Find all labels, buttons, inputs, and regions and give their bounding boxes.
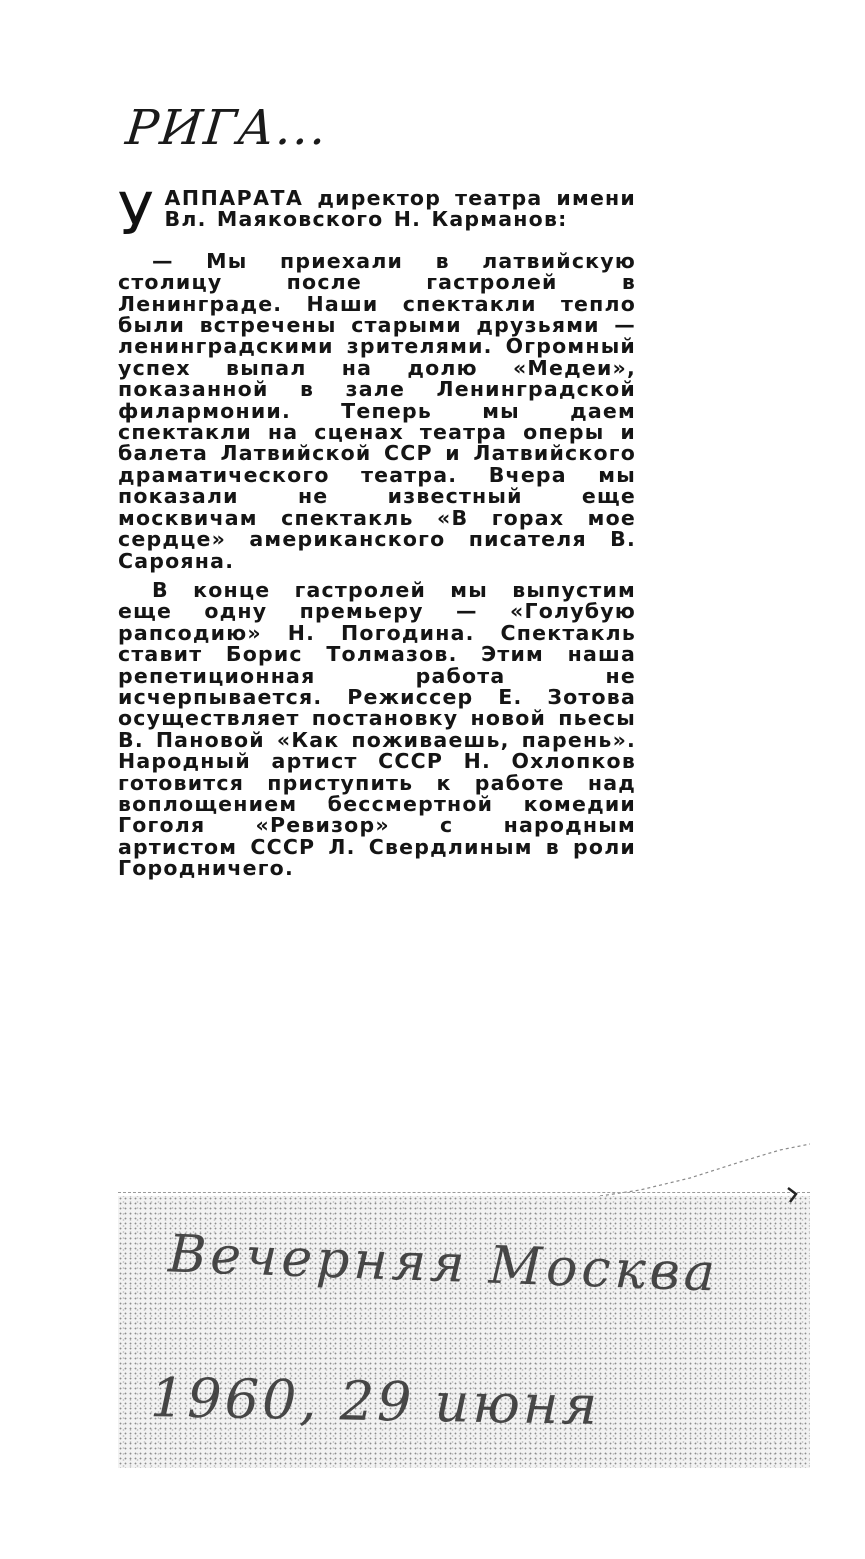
paragraph-1: — Мы приехали в латвийскую столицу после гастролей в Ленинграде. Наши спектакли тепло были встречены старыми друзьями — ленинградскими зрителями. Огромный успех выпал на долю «Медеи», показанной в зале Ленинградской филармонии. Теперь мы даем спектакли на сценах театра оперы и балета Латвийской ССР и Латвийского драматического театра. Вчера мы показали не известный еще москвичам спектакль «В горах мое сердце» американского писателя В. Сарояна. — [118, 248, 636, 573]
paragraph-2: В конце гастролей мы выпустим еще одну премьеру — «Голубую рапсодию» Н. Погодина. Спектакль ставит Борис Толмазов. Этим наша репетиционная работа не исчерпывается. Режиссер Е. Зотова осуществляет постановку новой пьесы В. Пановой «Как поживаешь, парень». Народный артист СССР Н. Охлопков готовится приступить к работе над воплощением бессмертной комедии Гоголя «Ревизор» с народным артистом СССР Л. Свердлиным в роли Городничего. — [118, 577, 636, 881]
lead-text: директор театра имени Вл. Маяковского Н. Карманов: — [164, 186, 636, 232]
drop-cap: У — [118, 180, 155, 248]
torn-edge — [600, 1140, 810, 1200]
article-lead — [118, 180, 636, 248]
handwritten-date: 1960, 29 июня — [149, 1366, 601, 1437]
handwritten-source: Вечерняя Москва — [167, 1224, 720, 1304]
corner-mark-icon — [786, 1186, 798, 1204]
article-heading: РИГА... — [123, 100, 332, 156]
article-body — [118, 180, 636, 881]
lead-caps: АППАРАТА — [164, 186, 304, 210]
clipping-divider — [118, 1192, 810, 1194]
